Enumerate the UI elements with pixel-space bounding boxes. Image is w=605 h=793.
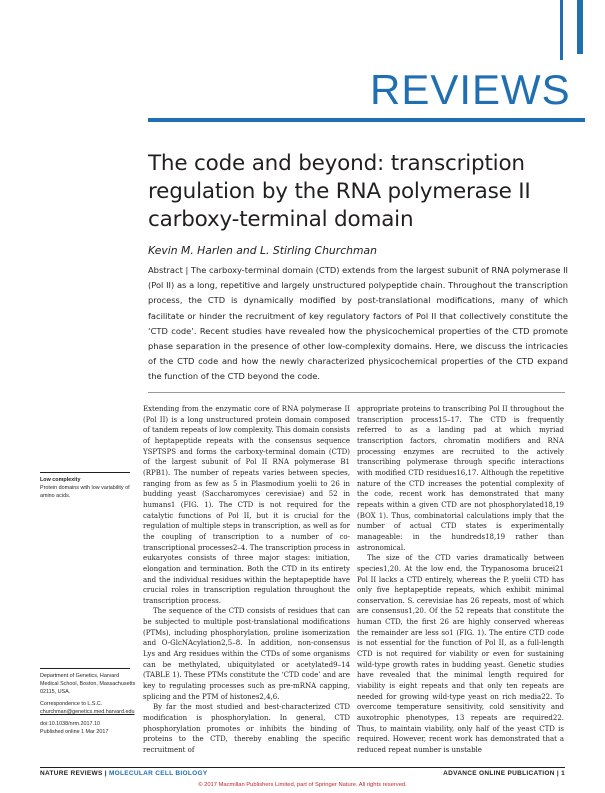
body-paragraph: The size of the CTD varies dramatically between species1,20. At the low end, the Trypanosoma brucei21 Pol II lacks a CTD entirely, whereas the P. yoelii CTD has only five heptapeptide repeats, which exhibit minimal conservation. S. cerevisiae has 26 repeats, most of which are consensus1,20. Of the 52 repeats that constitute the human CTD, the first 26 are highly conserved whereas the remainder are less so1 (FIG. 1). The entire CTD code is not essential for the function of Pol II, as a full-length CTD is not required for viability or even for sustaining wild-type growth rates in budding yeast. Genetic studies have revealed that the minimal length required for viability is eight repeats and that only ten repeats are needed for growing wild-type yeast on rich media22. To overcome temperature sensitivity, cold sensitivity and auxotrophic phenotypes, 13 repeats are required22. Thus, to maintain viability, only half of the yeast CTD is required. However, recent work has demonstrated that a reduced repeat number is unstable	[357, 554, 564, 754]
section-label: REVIEWS	[370, 66, 571, 113]
glossary-rule	[40, 472, 130, 473]
affiliation-rule	[40, 668, 130, 669]
abstract-divider	[148, 392, 565, 393]
body-paragraph: Extending from the enzymatic core of RNA polymerase II (Pol II) is a long unstructured protein domain composed of tandem repeats of low complexity. This domain consists of heptapeptide repeats with the consensus sequence YSPTSPS and forms the carboxy-terminal domain (CTD) of the largest subunit of Pol II RNA polymerase B1 (RPB1). The number of repeats varies between species, ranging from as few as 5 in Plasmodium yoelii to 26 in budding yeast (Saccharomyces cerevisiae) and 52 in humans1 (FIG. 1). The CTD is not required for the catalytic functions of Pol II, but it is crucial for the regulation of multiple steps in transcription, as well as for the coupling of transcription to a number of co-transcriptional processes2–4. The transcription process in eukaryotes consists of three major stages: initiation, elongation and termination. Both the CTD in its entirety and the individual residues within the heptapeptide have crucial roles in transcription regulation throughout the transcription process.	[143, 405, 350, 605]
footer-journal: NATURE REVIEWS | MOLECULAR CELL BIOLOGY	[40, 770, 208, 777]
article-title: The code and beyond: transcription regulation by the RNA polymerase II carboxy-terminal domain	[148, 151, 531, 232]
page-number: 1	[561, 770, 565, 777]
correspondence-label: Correspondence to L.S.C.	[40, 701, 103, 707]
decorative-bar	[560, 0, 563, 60]
journal-section: MOLECULAR CELL BIOLOGY	[108, 770, 208, 777]
body-paragraph: By far the most studied and best-characterized CTD modification is phosphorylation. In general, CTD phosphorylation promotes or inhibits the binding of proteins to the CTD, thereby enabling the specific recruitment of	[143, 703, 350, 754]
doi[interactable]: doi:10.1038/nrm.2017.10	[40, 721, 100, 727]
header-rule	[148, 118, 585, 122]
body-column-right	[357, 404, 564, 756]
body-paragraph: The sequence of the CTD consists of residues that can be subjected to multiple post-translational modifications (PTMs), including phosphorylation, proline isomerization and O-GlcNAcylation2,5–8. In addition, non-consensus Lys and Arg residues within the CTDs of some organisms can be methylated, ubiquitylated or acetylated9–14 (TABLE 1). These PTMs constitute the ‘CTD code’ and are key to regulating processes such as pre-mRNA capping, splicing and the PTM of histones2,4,6.	[143, 607, 350, 701]
journal-name: NATURE REVIEWS	[40, 770, 103, 777]
copyright-notice: © 2017 Macmillan Publishers Limited, part of Springer Nature. All rights reserved.	[198, 782, 407, 788]
publication-status: ADVANCE ONLINE PUBLICATION	[443, 770, 555, 777]
body-column-left	[143, 404, 350, 756]
abstract-text: The carboxy-terminal domain (CTD) extends from the largest subunit of RNA polymerase II (Pol II) as a long, repetitive and largely unstructured polypeptide chain. Throughout the transcription process, the CTD is dynamically modified by post-translational modifications, many of which facilitate or hinder the recruitment of key regulatory factors of Pol II that collectively constitute the ‘CTD code’. Recent studies have revealed how the physicochemical properties of the CTD promote phase separation in the presence of other low-complexity domains. Here, we discuss the intricacies of the CTD code and how the newly characterized physicochemical properties of the CTD expand the function of the CTD beyond the code.	[148, 265, 568, 382]
affiliation-block	[40, 672, 136, 736]
abstract: Abstract | The carboxy-terminal domain (CTD) extends from the largest subunit of RNA polymerase II (Pol II) as a long, repetitive and largely unstructured polypeptide chain. Throughout the transcription process, the CTD is dynamically modified by post-translational modifications, many of which facilitate or hinder the recruitment of key regulatory factors of Pol II that collectively constitute the ‘CTD code’. Recent studies have revealed how the physicochemical properties of the CTD promote phase separation in the presence of other low-complexity domains. Here, we discuss the intricacies of the CTD code and how the newly characterized physicochemical properties of the CTD expand the function of the CTD beyond the code.	[148, 265, 568, 382]
article-authors: Kevin M. Harlen and L. Stirling Churchman	[148, 244, 377, 257]
footer-publication: ADVANCE ONLINE PUBLICATION | 1	[443, 770, 565, 777]
abstract-label: Abstract	[148, 265, 183, 275]
footer-rule	[40, 767, 565, 768]
glossary-definition: Protein domains with low variability of amino acids.	[40, 485, 130, 499]
glossary-entry	[40, 476, 136, 500]
published-date: Published online 1 Mar 2017	[40, 729, 109, 735]
body-paragraph: appropriate proteins to transcribing Pol II throughout the transcription process15–17. The CTD is frequently referred to as a landing pad at which myriad transcription factors, chromatin modifiers and RNA processing enzymes are recruited to the actively transcribing polymerase through specific interactions with modified CTD residues16,17. Although the repetitive nature of the CTD increases the potential complexity of the code, recent work has demonstrated that many repeats within a given CTD are not phosphorylated18,19 (BOX 1). Thus, combinatorial calculations imply that the number of actual CTD states is experimentally manageable: in the hundreds18,19 rather than astronomical.	[357, 405, 564, 552]
glossary-term: Low complexity	[40, 477, 81, 483]
affiliation: Department of Genetics, Harvard Medical School, Boston, Massachusetts 02115, USA.	[40, 673, 136, 695]
decorative-bar	[577, 0, 583, 54]
correspondence-email[interactable]: churchman@genetics.med.harvard.edu	[40, 709, 135, 715]
